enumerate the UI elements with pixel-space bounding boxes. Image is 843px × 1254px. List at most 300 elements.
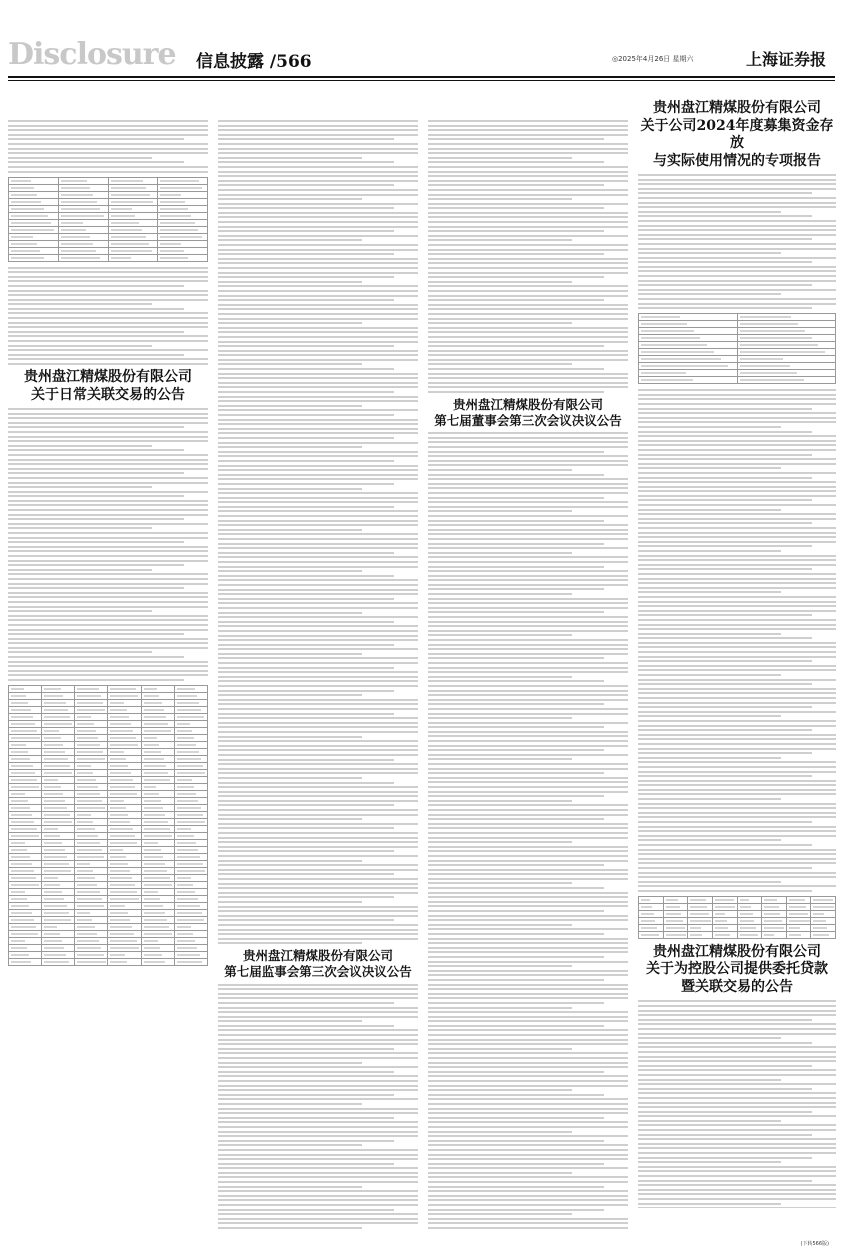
cell-text [44, 905, 67, 907]
cell-text [764, 899, 777, 901]
cell-text [110, 709, 126, 711]
table-cell [58, 233, 108, 240]
table-cell [42, 707, 75, 714]
text-line [8, 656, 184, 658]
table-cell [639, 342, 738, 349]
table-row [9, 931, 208, 938]
cell-text [177, 856, 201, 858]
cell-text [11, 912, 32, 914]
notice-title-line: 第七届监事会第三次会议决议公告 [224, 963, 412, 979]
cell-text [160, 180, 199, 182]
table-cell [141, 917, 174, 924]
text-line [218, 304, 418, 306]
text-line [8, 560, 208, 562]
table-cell [75, 693, 108, 700]
text-line [638, 449, 836, 451]
cell-text [641, 920, 655, 922]
text-line [8, 624, 208, 626]
table-row [9, 868, 208, 875]
text-block [428, 120, 628, 393]
text-line [428, 566, 604, 568]
cell-text [11, 695, 26, 697]
cell-text [740, 934, 758, 936]
cell-text [641, 351, 714, 353]
text-line [638, 499, 812, 501]
cell-text [110, 730, 133, 732]
cell-text [177, 793, 196, 795]
cell-text [144, 884, 172, 886]
text-line [218, 722, 418, 724]
text-line [218, 901, 362, 903]
text-line [218, 368, 394, 370]
cell-text [111, 215, 136, 217]
text-line [218, 373, 418, 375]
text-line [218, 584, 418, 586]
table-cell [42, 700, 75, 707]
table-cell [141, 763, 174, 770]
table-cell [42, 763, 75, 770]
table-cell [9, 184, 59, 191]
text-line [428, 1149, 628, 1151]
table-cell [762, 910, 787, 917]
table-cell [786, 924, 811, 931]
text-line [638, 522, 812, 524]
text-line [428, 961, 628, 963]
text-line [218, 1222, 418, 1224]
text-block [638, 1000, 836, 1208]
text-line [218, 295, 418, 297]
text-line [8, 358, 208, 360]
text-line [218, 635, 418, 637]
text-line [638, 1115, 836, 1117]
table-cell [9, 819, 42, 826]
table-row [639, 917, 836, 924]
text-line [218, 680, 418, 682]
table-cell [9, 756, 42, 763]
text-line [428, 377, 628, 379]
notice-title-line: 关于日常关联交易的公告 [31, 386, 185, 403]
text-line [218, 1135, 418, 1137]
text-line [218, 120, 418, 122]
table-cell [141, 945, 174, 952]
text-line [218, 1121, 418, 1123]
cell-text [11, 257, 44, 259]
table-cell [141, 826, 174, 833]
text-line [428, 717, 572, 719]
table-row [639, 370, 836, 377]
cell-text [177, 765, 203, 767]
cell-text [740, 316, 792, 318]
table-cell [108, 798, 141, 805]
table-row [639, 363, 836, 370]
cell-text [61, 236, 90, 238]
text-line [638, 555, 836, 557]
table-cell [108, 700, 141, 707]
text-line [218, 386, 418, 388]
table-row [9, 700, 208, 707]
table-cell [712, 896, 737, 903]
cell-text [77, 933, 97, 935]
text-line [218, 685, 418, 687]
cell-text [61, 250, 97, 252]
table-cell [174, 833, 207, 840]
text-line [638, 1207, 836, 1208]
text-line [218, 924, 418, 926]
text-line [218, 814, 418, 816]
table-cell [108, 805, 141, 812]
table-cell [9, 889, 42, 896]
table-cell [75, 945, 108, 952]
text-line [638, 1147, 836, 1149]
table-cell [108, 833, 141, 840]
text-line [638, 486, 836, 488]
cell-text [144, 877, 170, 879]
notice-title-line: 关于为控股公司提供委托贷款 [646, 961, 828, 978]
table-cell [108, 240, 158, 247]
text-line [428, 584, 628, 586]
cell-text [740, 330, 805, 332]
table-cell [9, 742, 42, 749]
text-line [428, 993, 628, 995]
table-row [9, 763, 208, 770]
cell-text [110, 814, 128, 816]
text-line [638, 220, 836, 222]
table-cell [9, 749, 42, 756]
table-cell [174, 728, 207, 735]
cell-text [44, 877, 58, 879]
cell-text [740, 344, 819, 346]
table-cell [42, 910, 75, 917]
cell-text [144, 793, 159, 795]
cell-text [144, 807, 164, 809]
table-cell [688, 896, 713, 903]
table-row [9, 191, 208, 198]
cell-text [11, 716, 33, 718]
table-cell [174, 868, 207, 875]
table-cell [141, 686, 174, 693]
text-line [428, 304, 628, 306]
cell-text [740, 920, 755, 922]
text-line [428, 524, 628, 526]
cell-text [110, 849, 123, 851]
cell-text [160, 194, 181, 196]
notice-title-line: 第七届董事会第三次会议决议公告 [434, 412, 622, 428]
table-cell [737, 924, 762, 931]
table-cell [75, 812, 108, 819]
table-row [9, 889, 208, 896]
text-line [638, 495, 836, 497]
text-line [218, 772, 418, 774]
cell-text [160, 257, 187, 259]
text-line [638, 1138, 836, 1140]
text-line [428, 685, 628, 687]
text-line [638, 440, 836, 442]
cell-text [715, 899, 734, 901]
text-line [218, 616, 418, 618]
cell-text [61, 201, 97, 203]
cell-text [110, 807, 125, 809]
text-line [428, 262, 628, 264]
cell-text [11, 688, 24, 690]
table-cell [108, 861, 141, 868]
cell-text [144, 940, 158, 942]
text-line [638, 412, 836, 414]
text-line [428, 492, 628, 494]
table-cell [639, 321, 738, 328]
text-line [638, 573, 836, 575]
text-line [428, 1108, 628, 1110]
text-line [218, 671, 418, 673]
text-line [638, 646, 836, 648]
text-line [8, 166, 208, 168]
text-line [428, 226, 628, 228]
table-row [9, 959, 208, 966]
table-cell [75, 728, 108, 735]
text-line [428, 331, 628, 333]
text-line [638, 509, 781, 511]
cell-text [44, 863, 69, 865]
cell-text [11, 898, 27, 900]
cell-text [177, 723, 190, 725]
text-line [218, 1213, 418, 1215]
cell-text [44, 821, 72, 823]
cell-text [789, 934, 802, 936]
table-cell [639, 328, 738, 335]
text-line [218, 483, 394, 485]
text-line [8, 569, 152, 571]
text-line [638, 720, 836, 722]
text-line [638, 426, 781, 428]
text-line [428, 855, 628, 857]
text-line [428, 772, 604, 774]
cell-text [44, 758, 67, 760]
text-line [218, 598, 394, 600]
text-line [428, 795, 604, 797]
text-line [638, 835, 836, 837]
text-line [638, 252, 781, 254]
text-line [218, 148, 418, 150]
text-line [8, 486, 152, 488]
text-line [428, 970, 628, 972]
table-cell [712, 917, 737, 924]
cell-text [61, 257, 100, 259]
text-line [428, 850, 628, 852]
text-line [218, 377, 418, 379]
text-line [8, 495, 184, 497]
cell-text [77, 842, 100, 844]
text-line [638, 444, 836, 446]
text-line [428, 552, 572, 554]
cell-text [110, 695, 138, 697]
cell-text [110, 716, 128, 718]
table-row [9, 728, 208, 735]
text-line [428, 249, 628, 251]
table-cell [786, 896, 811, 903]
text-line [638, 803, 836, 805]
cell-text [715, 927, 728, 929]
text-line [8, 449, 184, 451]
table-cell [9, 240, 59, 247]
cell-text [11, 208, 44, 210]
text-line [218, 1172, 418, 1174]
cell-text [764, 927, 784, 929]
text-line [218, 492, 418, 494]
table-row [9, 749, 208, 756]
cell-text [740, 358, 784, 360]
cell-text [110, 947, 138, 949]
cell-text [177, 835, 194, 837]
table-cell [42, 875, 75, 882]
text-line [218, 694, 362, 696]
table-cell [141, 714, 174, 721]
text-line [428, 464, 628, 466]
text-line [428, 579, 628, 581]
table-cell [174, 707, 207, 714]
text-line [428, 1057, 628, 1059]
text-line [8, 340, 208, 342]
cell-text [61, 208, 100, 210]
table-cell [108, 226, 158, 233]
text-line [218, 175, 418, 177]
table-cell [737, 328, 836, 335]
table-cell [639, 370, 738, 377]
text-line [428, 281, 572, 283]
table-cell [75, 917, 108, 924]
text-line [218, 759, 394, 761]
text-line [218, 313, 418, 315]
table-cell [141, 707, 174, 714]
cell-text [111, 236, 146, 238]
table-cell [174, 952, 207, 959]
text-line [428, 244, 628, 246]
table-cell [639, 349, 738, 356]
text-line [428, 809, 628, 811]
cell-text [11, 222, 51, 224]
table-cell [174, 770, 207, 777]
table-cell [75, 686, 108, 693]
text-line [218, 419, 418, 421]
table-cell [42, 805, 75, 812]
table-cell [688, 917, 713, 924]
text-line [218, 804, 394, 806]
table-cell [688, 924, 713, 931]
text-line [638, 711, 836, 713]
cell-text [641, 927, 657, 929]
table-cell [75, 896, 108, 903]
header-rule-thin [8, 80, 835, 81]
table-cell [108, 854, 141, 861]
cell-text [690, 913, 709, 915]
text-line [428, 823, 628, 825]
table-cell [174, 945, 207, 952]
cell-text [77, 877, 95, 879]
table-cell [158, 205, 208, 212]
text-line [218, 648, 418, 650]
cell-text [666, 913, 682, 915]
text-line [638, 743, 836, 745]
notice-title-related-transactions [8, 369, 208, 404]
text-line [218, 837, 418, 839]
table-cell [75, 819, 108, 826]
table-row [9, 226, 208, 233]
text-line [638, 1005, 836, 1007]
text-line [428, 129, 628, 131]
text-line [638, 637, 812, 639]
text-line [218, 345, 394, 347]
cell-text [740, 927, 757, 929]
text-line [638, 775, 812, 777]
text-line [8, 647, 208, 649]
table-cell [141, 889, 174, 896]
cell-text [144, 870, 168, 872]
text-line [8, 491, 208, 493]
table-row [9, 945, 208, 952]
text-line [218, 1025, 394, 1027]
text-line [428, 965, 572, 967]
cell-text [61, 229, 86, 231]
table-cell [141, 693, 174, 700]
cell-text [177, 772, 206, 774]
table-row [9, 847, 208, 854]
table-cell [42, 777, 75, 784]
table-cell [42, 770, 75, 777]
table-cell [9, 868, 42, 875]
text-line [428, 924, 572, 926]
table-row [639, 356, 836, 363]
text-line [8, 134, 208, 136]
text-line [218, 699, 418, 701]
table-cell [42, 721, 75, 728]
text-line [218, 405, 362, 407]
text-line [428, 345, 604, 347]
text-line [428, 745, 628, 747]
cell-text [44, 744, 63, 746]
cell-text [44, 954, 66, 956]
text-line [218, 1209, 394, 1211]
cell-text [144, 961, 165, 963]
text-line [8, 129, 208, 131]
cell-text [77, 814, 91, 816]
table-cell [75, 721, 108, 728]
table-row [9, 854, 208, 861]
table-cell [158, 240, 208, 247]
text-line [8, 578, 208, 580]
table-cell [42, 896, 75, 903]
cell-text [110, 751, 124, 753]
text-line [218, 1016, 418, 1018]
table-cell [108, 903, 141, 910]
table-cell [141, 784, 174, 791]
table-cell [75, 903, 108, 910]
cell-text [144, 737, 157, 739]
column-3 [428, 120, 628, 1230]
text-line [218, 212, 418, 214]
text-line [428, 221, 628, 223]
table-cell [9, 728, 42, 735]
cell-text [177, 954, 200, 956]
text-line [218, 272, 418, 274]
table-cell [639, 917, 664, 924]
cell-text [177, 961, 202, 963]
text-line [8, 532, 208, 534]
text-line [428, 1140, 604, 1142]
text-line [218, 510, 418, 512]
text-line [8, 436, 208, 438]
text-line [8, 546, 208, 548]
cell-text [77, 730, 96, 732]
text-line [428, 1227, 628, 1229]
text-line [218, 299, 394, 301]
